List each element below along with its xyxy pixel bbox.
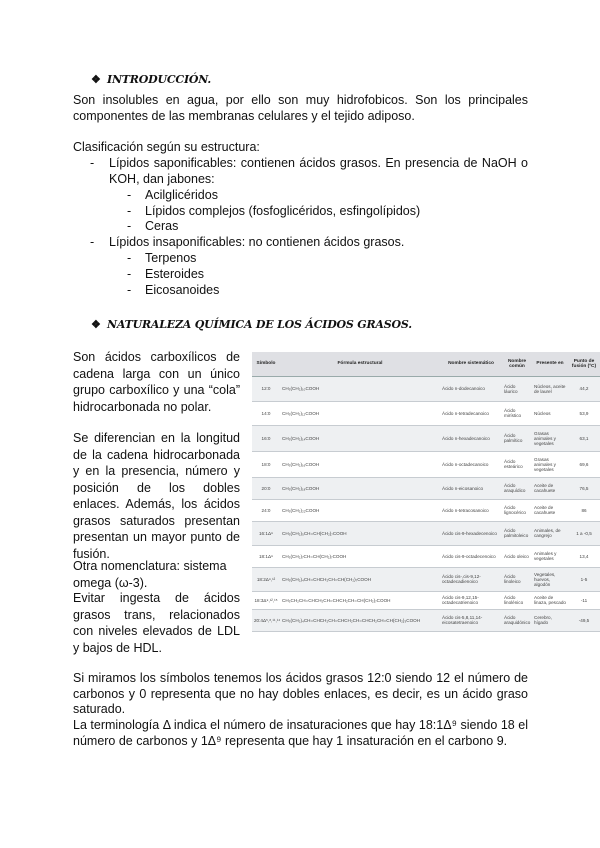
cell-common: Ácido oleico [502, 545, 532, 567]
table-row [252, 567, 600, 591]
cell-common: Ácido palmítico [502, 425, 532, 451]
nature-paragraph-3: Otra nomenclatura: sistema omega (ω-3). [73, 559, 227, 590]
cell-melting: 63,1 [568, 425, 600, 451]
cell-name: Ácido cis-9-octadecenoico [440, 545, 502, 567]
cell-melting: 44,2 [568, 376, 600, 401]
cell-common: Ácido esteárico [502, 451, 532, 477]
cell-name: Ácido n-tetradecanoico [440, 401, 502, 425]
cell-present: Núcleos, aceite de laurel [532, 376, 568, 401]
list-dash: - [127, 188, 132, 202]
list-item: Terpenos [145, 251, 197, 265]
cell-name: Ácido n-octadecanoico [440, 451, 502, 477]
column-header: Punto de fusión (ºC) [568, 352, 600, 376]
diamond-bullet-icon: ❖ [91, 318, 101, 331]
cell-common: Ácido linolénico [502, 591, 532, 609]
cell-name: Ácido n-eicosanoico [440, 477, 502, 499]
cell-common: Ácido mirístico [502, 401, 532, 425]
cell-formula: CH₃(CH₂)₅CH=CH(CH₂)₇COOH [280, 521, 440, 545]
cell-symbol: 16:0 [252, 425, 280, 451]
cell-common: Ácido láurico [502, 376, 532, 401]
column-header: Nombre común [502, 352, 532, 376]
list-dash: - [90, 235, 95, 249]
cell-symbol: 20:0 [252, 477, 280, 499]
cell-melting: 1 a -0,5 [568, 521, 600, 545]
list-dash: - [127, 251, 132, 265]
insaponifiable-item: Lípidos insaponificables: no contienen ácidos grasos. [109, 235, 405, 249]
cell-symbol: 16:1Δ⁹ [252, 521, 280, 545]
table-row [252, 425, 600, 451]
cell-name: Ácido cis-5,8,11,14-eicosatetraenoico [440, 609, 502, 631]
cell-present: Aceite de cacahuete [532, 499, 568, 521]
column-header: Presente en [532, 352, 568, 376]
list-dash: - [127, 267, 132, 281]
cell-melting: 1-5 [568, 567, 600, 591]
cell-symbol: 18:0 [252, 451, 280, 477]
column-header: Símbolo [252, 352, 280, 376]
cell-formula: CH₃(CH₂)₂₂COOH [280, 499, 440, 521]
cell-formula: CH₃CH₂CH=CHCH₂CH=CHCH₂CH=CH(CH₂)₇COOH [280, 591, 440, 609]
list-item: Esteroides [145, 267, 205, 281]
intro-heading: ❖ INTRODUCCIÓN. [91, 73, 212, 86]
cell-formula: CH₃(CH₂)₁₈COOH [280, 477, 440, 499]
cell-formula: CH₃(CH₂)₇CH=CH(CH₂)₇COOH [280, 545, 440, 567]
table-header-row [252, 352, 600, 376]
list-dash: - [90, 156, 95, 170]
table-row [252, 499, 600, 521]
symbols-paragraph-1: Si miramos los símbolos tenemos los ácidos grasos 12:0 siendo 12 el número de carbonos y 0 representa que no hay dobles enlaces, es decir, es un ácido graso saturado. [73, 671, 528, 717]
cell-melting: -49,5 [568, 609, 600, 631]
cell-common: Ácido araquidónico [502, 609, 532, 631]
table-row [252, 376, 600, 401]
cell-symbol: 12:0 [252, 376, 280, 401]
cell-formula: CH₃(CH₂)₁₆COOH [280, 451, 440, 477]
cell-melting: 69,6 [568, 451, 600, 477]
table-row [252, 401, 600, 425]
list-item: Ceras [145, 219, 179, 233]
table-row [252, 609, 600, 631]
cell-symbol: 18:1Δ⁹ [252, 545, 280, 567]
cell-present: Grasas animales y vegetales [532, 425, 568, 451]
list-dash: - [127, 204, 132, 218]
column-header: Fórmula estructural [280, 352, 440, 376]
cell-symbol: 20:4Δ⁵,⁸,¹¹,¹⁴ [252, 609, 280, 631]
cell-formula: CH₃(CH₂)₁₀COOH [280, 376, 440, 401]
list-dash: - [127, 219, 132, 233]
cell-present: Vegetales, huevos, algodón [532, 567, 568, 591]
cell-present: Núcleos [532, 401, 568, 425]
nature-paragraph-2: Se diferencian en la longitud de la cadena hidrocarbonada y en la presencia, número y posición de los dobles enlaces. Además, los ácidos grasos saturados presentan presentan un mayor punto de fusión. [73, 431, 240, 561]
cell-present: Cerebro, hígado [532, 609, 568, 631]
cell-name: Ácido n-dodecanoico [440, 376, 502, 401]
cell-common: Ácido palmitoleico [502, 521, 532, 545]
cell-common: Ácido araquídico [502, 477, 532, 499]
cell-symbol: 18:3Δ⁹,¹²,¹⁵ [252, 591, 280, 609]
nature-paragraph-1: Son ácidos carboxílicos de cadena larga con un único grupo carboxílico y una “cola” hidrocarbonada no polar. [73, 350, 240, 414]
table-row [252, 591, 600, 609]
cell-present: Grasas animales y vegetales [532, 451, 568, 477]
table-row [252, 451, 600, 477]
cell-formula: CH₃(CH₂)₄CH=CHCH₂CH=CH(CH₂)₇COOH [280, 567, 440, 591]
list-item: Acilglicéridos [145, 188, 218, 202]
cell-melting: 13,4 [568, 545, 600, 567]
cell-symbol: 18:2Δ⁹,¹² [252, 567, 280, 591]
fatty-acids-table [252, 352, 600, 632]
cell-melting: 53,9 [568, 401, 600, 425]
cell-formula: CH₃(CH₂)₁₄COOH [280, 425, 440, 451]
cell-name: Ácido cis-9,12,15-octadecatrienoico [440, 591, 502, 609]
diamond-bullet-icon: ❖ [91, 73, 101, 86]
cell-name: Ácido cis-9-hexadecenoico [440, 521, 502, 545]
cell-common: Ácido lignocérico [502, 499, 532, 521]
cell-common: Ácido linoleico [502, 567, 532, 591]
cell-present: Aceite de cacahuete [532, 477, 568, 499]
cell-melting: 76,5 [568, 477, 600, 499]
list-item: Lípidos complejos (fosfoglicéridos, esfingolípidos) [145, 204, 421, 218]
list-item: Eicosanoides [145, 283, 220, 297]
cell-melting: -11 [568, 591, 600, 609]
cell-name: Ácido n-hexadecanoico [440, 425, 502, 451]
nature-heading: ❖ NATURALEZA QUÍMICA DE LOS ÁCIDOS GRASOS. [91, 318, 412, 331]
cell-present: Aceite de linaza, pescado [532, 591, 568, 609]
cell-formula: CH₃(CH₂)₄CH=CHCH₂CH=CHCH₂CH=CHCH₂CH=CH(CH₂)₃COOH [280, 609, 440, 631]
nature-paragraph-4: Evitar ingesta de ácidos grasos trans, relacionados con niveles elevados de LDL y bajos de HDL. [73, 591, 240, 655]
cell-formula: CH₃(CH₂)₁₂COOH [280, 401, 440, 425]
cell-name: Ácido cis-,cis-9,12-octadecadienoico [440, 567, 502, 591]
cell-symbol: 24:0 [252, 499, 280, 521]
list-dash: - [127, 283, 132, 297]
table-row [252, 477, 600, 499]
saponifiable-item: Lípidos saponificables: contienen ácidos grasos. En presencia de NaOH o KOH, dan jabones: [109, 156, 528, 186]
cell-melting: 86 [568, 499, 600, 521]
table-row [252, 521, 600, 545]
cell-name: Ácido n-tetracosanoico [440, 499, 502, 521]
cell-present: Animales y vegetales [532, 545, 568, 567]
symbols-paragraph-2: La terminología Δ indica el número de insaturaciones que hay 18:1Δ⁹ siendo 18 el número de carbonos y 1Δ⁹ representa que hay 1 insaturación en el carbono 9. [73, 718, 528, 748]
cell-present: Animales, de cangrejo [532, 521, 568, 545]
table-row [252, 545, 600, 567]
classification-title: Clasificación según su estructura: [73, 140, 260, 154]
cell-symbol: 14:0 [252, 401, 280, 425]
column-header: Nombre sistemático [440, 352, 502, 376]
intro-paragraph: Son insolubles en agua, por ello son muy hidrofobicos. Son los principales componentes de las membranas celulares y el tejido adiposo. [73, 93, 528, 123]
